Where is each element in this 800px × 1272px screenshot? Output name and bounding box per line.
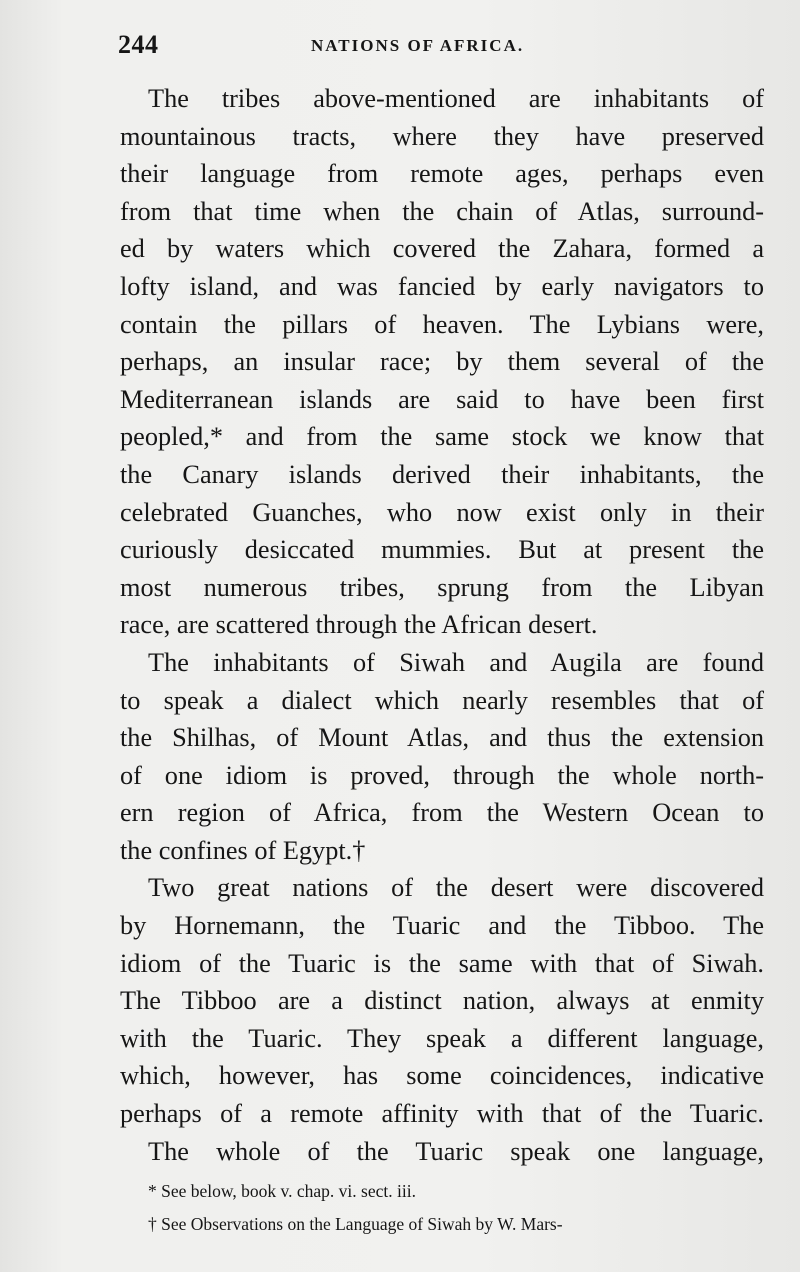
text-line: curiously desiccated mummies. But at present the (120, 535, 764, 565)
text-line: most numerous tribes, sprung from the Libyan (120, 572, 764, 602)
text-line: Two great nations of the desert were discovered (148, 873, 764, 903)
text-line: from that time when the chain of Atlas, surround- (120, 196, 764, 226)
text-line: Mediterranean islands are said to have been first (120, 384, 764, 414)
text-line: by Hornemann, the Tuaric and the Tibboo. The (120, 911, 764, 941)
text-line: idiom of the Tuaric is the same with that of Siwah. (120, 948, 764, 978)
text-line: of one idiom is proved, through the whole north- (120, 760, 764, 790)
text-line: to speak a dialect which nearly resembles that of (120, 685, 764, 715)
text-line: mountainous tracts, where they have preserved (120, 121, 764, 151)
text-line: peopled,* and from the same stock we know that (120, 422, 764, 452)
running-head: NATIONS OF AFRICA. (311, 36, 525, 55)
text-line: The inhabitants of Siwah and Augila are found (148, 647, 764, 677)
text-line: perhaps of a remote affinity with that of the Tuaric. (120, 1099, 764, 1129)
text-line: perhaps, an insular race; by them several of the (120, 347, 764, 377)
body-text (120, 80, 764, 1170)
text-line: celebrated Guanches, who now exist only in their (120, 497, 764, 527)
text-line: The tribes above-mentioned are inhabitants of (148, 84, 764, 113)
text-line: race, are scattered through the African desert. (120, 610, 598, 640)
footnote: † See Observations on the Language of Siwah by W. Mars- (148, 1214, 563, 1234)
text-line: the Canary islands derived their inhabitants, the (120, 459, 764, 489)
footnote: * See below, book v. chap. vi. sect. iii. (148, 1181, 416, 1201)
text-line: their language from remote ages, perhaps even (120, 159, 764, 189)
text-line: the Shilhas, of Mount Atlas, and thus the extension (120, 723, 764, 753)
text-line: lofty island, and was fancied by early navigators to (120, 271, 764, 301)
text-line: The Tibboo are a distinct nation, always at enmity (120, 986, 764, 1016)
text-line: contain the pillars of heaven. The Lybians were, (120, 309, 764, 339)
text-line: ed by waters which covered the Zahara, formed a (120, 234, 764, 264)
text-line: ern region of Africa, from the Western Ocean to (120, 798, 764, 828)
text-line: with the Tuaric. They speak a different language, (120, 1023, 764, 1053)
page-header (118, 30, 768, 64)
page-number: 244 (118, 30, 159, 59)
text-line: which, however, has some coincidences, indicative (120, 1061, 764, 1091)
footnotes (120, 1175, 764, 1241)
text-line: The whole of the Tuaric speak one language, (148, 1136, 764, 1166)
text-line: the confines of Egypt.† (120, 835, 366, 865)
